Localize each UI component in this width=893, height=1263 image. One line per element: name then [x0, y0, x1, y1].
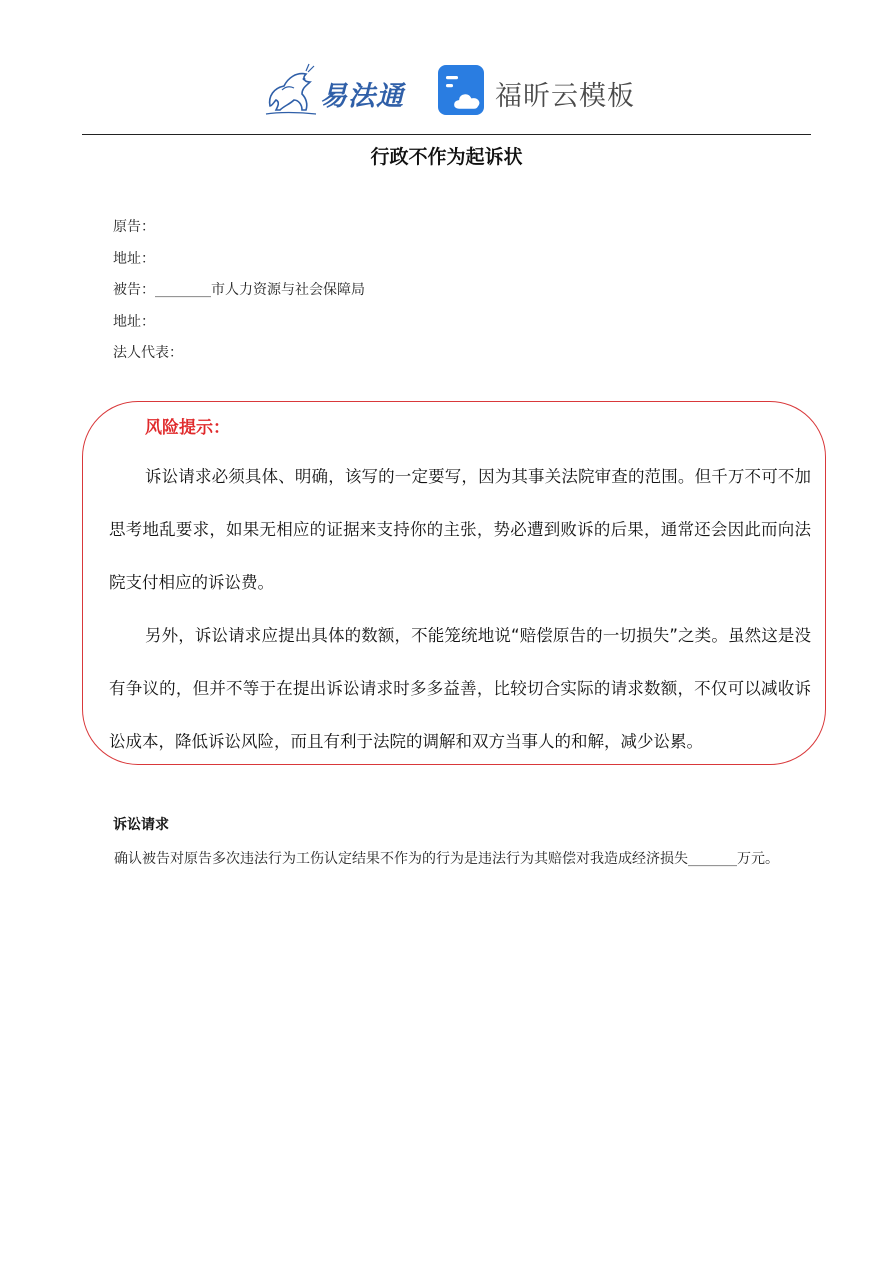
- qilin-icon: [262, 62, 320, 118]
- party-info: [113, 212, 365, 370]
- claims-text: 确认被告对原告多次违法行为工伤认定结果不作为的行为是违法行为其赔偿对我造成经济损失_______万元。: [114, 851, 779, 867]
- plaintiff-line: 原告：: [113, 219, 155, 235]
- cloud-document-icon: [437, 64, 489, 116]
- header-divider: [82, 134, 811, 135]
- defendant-line: 被告：________市人力资源与社会保障局: [113, 282, 365, 298]
- document-title: 行政不作为起诉状: [370, 146, 523, 168]
- yifatong-logo-text: 易法通: [320, 81, 404, 112]
- yifatong-logo: [262, 62, 414, 118]
- defendant-address-line: 地址：: [113, 313, 155, 330]
- claims-heading: 诉讼请求: [113, 817, 169, 833]
- plaintiff-address-line: 地址：: [113, 250, 155, 267]
- risk-notice-box: [82, 401, 826, 765]
- fuxin-logo: [437, 64, 637, 120]
- risk-notice-title: 风险提示：: [145, 418, 230, 438]
- header-logos: [0, 58, 893, 124]
- legal-representative-line: 法人代表：: [113, 345, 183, 361]
- risk-paragraph: 诉讼请求必须具体、明确，该写的一定要写，因为其事关法院审查的范围。但千万不可不加思考地乱要求，如果无相应的证据来支持你的主张，势必遭到败诉的后果，通常还会因此而向法院支付相应的诉讼费。: [109, 467, 811, 592]
- risk-notice-body: [109, 450, 811, 768]
- fuxin-logo-text: 福昕云模板: [495, 81, 635, 112]
- risk-paragraph: 另外，诉讼请求应提出具体的数额，不能笼统地说“赔偿原告的一切损失”之类。虽然这是没有争议的，但并不等于在提出诉讼请求时多多益善，比较切合实际的请求数额，不仅可以减收诉讼成本，降低诉讼风险，而且有利于法院的调解和双方当事人的和解，减少讼累。: [109, 626, 811, 751]
